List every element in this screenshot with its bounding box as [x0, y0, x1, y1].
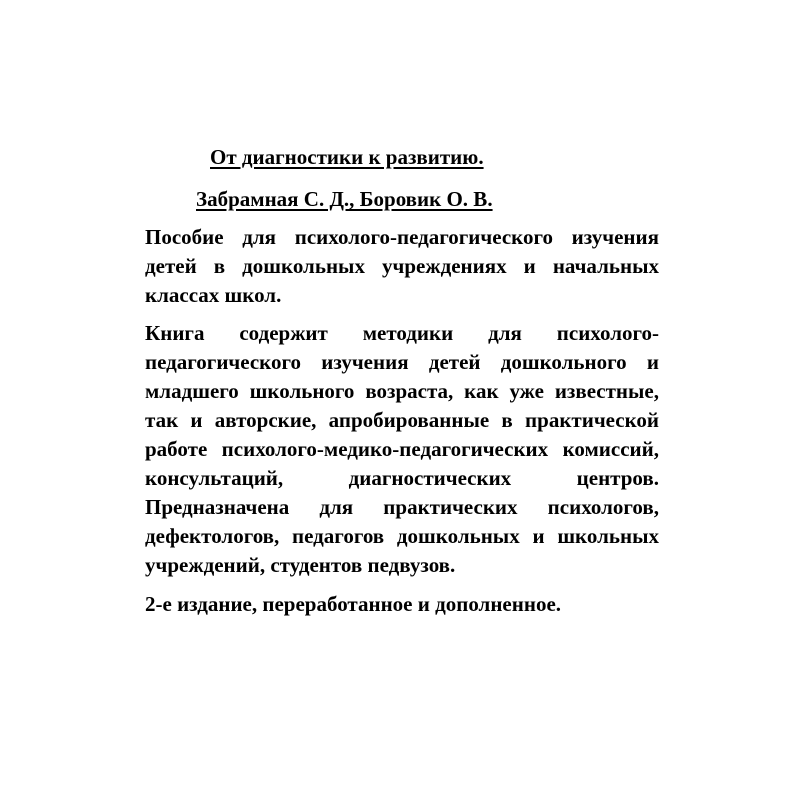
book-subtitle: Пособие для психолого-педагогического изучения детей в дошкольных учреждениях и начальных классах школ.	[145, 225, 659, 307]
edition-note: 2-е издание, переработанное и дополненное.	[145, 592, 562, 616]
book-description: Книга содержит методики для психолого-педагогического изучения детей дошкольного и младшего школьного возраста, как уже известные, так и авторские, апробированные в практической работе психолого-медико-педагогических комиссий, консультаций, диагностических центров. Предназначена для практических психологов, дефектологов, педагогов дошкольных и школьных учреждений, студентов педвузов.	[145, 321, 659, 577]
document-page	[145, 142, 659, 619]
book-authors: Забрамная С. Д., Боровик О. В.	[196, 187, 493, 211]
book-title: От диагностики к развитию.	[210, 145, 484, 169]
